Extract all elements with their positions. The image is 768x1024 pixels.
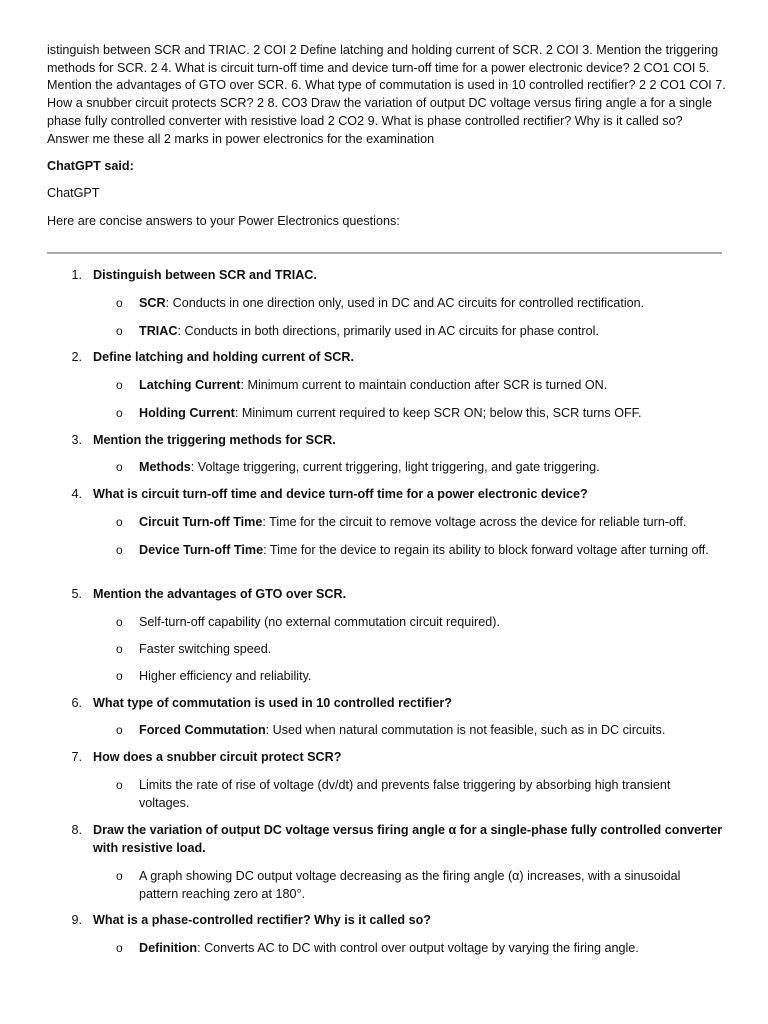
answer-text: Converts AC to DC with control over output voltage by varying the firing angle. (204, 941, 639, 955)
question-number: 7. (71, 750, 82, 764)
question-title: Mention the triggering methods for SCR. (93, 433, 336, 447)
answer-item: Faster switching speed. (139, 642, 272, 656)
question-number: 2. (71, 350, 82, 364)
answer-separator: : (177, 324, 185, 338)
answer-term: Holding Current (139, 406, 235, 420)
bullet-icon: o (116, 941, 123, 955)
answer-text: Used when natural commutation is not feasible, such as in DC circuits. (272, 723, 666, 737)
answer-item (139, 405, 714, 423)
intro-text: Here are concise answers to your Power Electronics questions: (47, 214, 400, 228)
answer-item (139, 542, 714, 560)
answer-separator: : (262, 515, 270, 529)
answer-term: Device Turn-off Time (139, 543, 264, 557)
answer-text: Minimum current to maintain conduction after SCR is turned ON. (247, 378, 608, 392)
question-title: What type of commutation is used in 10 controlled rectifier? (93, 696, 452, 710)
answer-item (139, 940, 714, 958)
bullet-icon: o (116, 406, 123, 420)
answer-term: SCR (139, 296, 166, 310)
answer-text: Conducts in one direction only, used in DC and AC circuits for controlled rectification. (172, 296, 645, 310)
answer-item (139, 722, 714, 740)
user-prompt: istinguish between SCR and TRIAC. 2 COI 2 Define latching and holding current of SCR. 2 COI 3. Mention the triggering methods for SCR. 2 4. What is circuit turn-off time and device turn-off time for a power electronic device? 2 CO1 COI 5. Mention the advantages of GTO over SCR. 6. What type of commutation is used in 10 controlled rectifier? 2 2 CO1 COI 7. How a snubber circuit protects SCR? 2 8. CO3 Draw the variation of output DC voltage versus firing angle a for a single phase fully controlled converter with resistive load 2 CO2 9. What is phase controlled rectifier? Why is it called so? Answer me these all 2 marks in power electronics for the examination (47, 43, 726, 146)
bullet-icon: o (116, 723, 123, 737)
bullet-icon: o (116, 869, 123, 883)
answer-term: TRIAC (139, 324, 178, 338)
question-title: What is circuit turn-off time and device turn-off time for a power electronic device? (93, 487, 588, 501)
answer-item (139, 459, 714, 477)
bullet-icon: o (116, 615, 123, 629)
bullet-icon: o (116, 296, 123, 310)
answer-item: A graph showing DC output voltage decreasing as the firing angle (α) increases, with a sinusoidal pattern reaching zero at 180°. (139, 869, 681, 901)
answer-text: Time for the circuit to remove voltage across the device for reliable turn-off. (269, 515, 687, 529)
question-title: Mention the advantages of GTO over SCR. (93, 587, 347, 601)
question-title: Define latching and holding current of SCR. (93, 350, 354, 364)
bullet-icon: o (116, 378, 123, 392)
question-number: 5. (71, 587, 82, 601)
answer-text: Conducts in both directions, primarily used in AC circuits for phase control. (184, 324, 599, 338)
chatgpt-said-label: ChatGPT said: (47, 159, 134, 173)
question-title: How does a snubber circuit protect SCR? (93, 750, 342, 764)
answer-separator: : (265, 723, 273, 737)
question-number: 1. (71, 268, 82, 282)
answer-item (139, 295, 714, 313)
answer-term: Definition (139, 941, 198, 955)
answer-separator: : (263, 543, 270, 557)
answer-separator: : (240, 378, 248, 392)
answer-term: Latching Current (139, 378, 241, 392)
answer-term: Circuit Turn-off Time (139, 515, 263, 529)
question-title: Distinguish between SCR and TRIAC. (93, 268, 317, 282)
answer-item: Self-turn-off capability (no external commutation circuit required). (139, 615, 500, 629)
bullet-icon: o (116, 778, 123, 792)
question-title: Draw the variation of output DC voltage versus firing angle α for a single-phase fully controlled converter with resistive load. (93, 823, 723, 855)
bullet-icon: o (116, 543, 123, 557)
question-number: 9. (71, 913, 82, 927)
horizontal-divider (47, 252, 722, 254)
bullet-icon: o (116, 324, 123, 338)
question-number: 3. (71, 433, 82, 447)
answer-item: Higher efficiency and reliability. (139, 669, 312, 683)
question-number: 8. (71, 823, 82, 837)
answer-item (139, 323, 714, 341)
answer-term: Forced Commutation (139, 723, 266, 737)
chatgpt-name: ChatGPT (47, 186, 100, 200)
answer-text: Voltage triggering, current triggering, light triggering, and gate triggering. (197, 460, 600, 474)
answer-term: Methods (139, 460, 191, 474)
bullet-icon: o (116, 642, 123, 656)
answer-separator: : (165, 296, 173, 310)
answer-item (139, 377, 714, 395)
answer-text: Time for the device to regain its ability to block forward voltage after turning off. (269, 543, 709, 557)
answer-separator: : (234, 406, 242, 420)
answer-item: Limits the rate of rise of voltage (dv/dt) and prevents false triggering by absorbing high transient voltages. (139, 778, 671, 810)
answer-separator: : (197, 941, 205, 955)
answer-text: Minimum current required to keep SCR ON; below this, SCR turns OFF. (241, 406, 642, 420)
answer-separator: : (190, 460, 198, 474)
bullet-icon: o (116, 515, 123, 529)
bullet-icon: o (116, 460, 123, 474)
bullet-icon: o (116, 669, 123, 683)
question-number: 6. (71, 696, 82, 710)
question-title: What is a phase-controlled rectifier? Why is it called so? (93, 913, 432, 927)
answer-item (139, 514, 714, 532)
question-number: 4. (71, 487, 82, 501)
